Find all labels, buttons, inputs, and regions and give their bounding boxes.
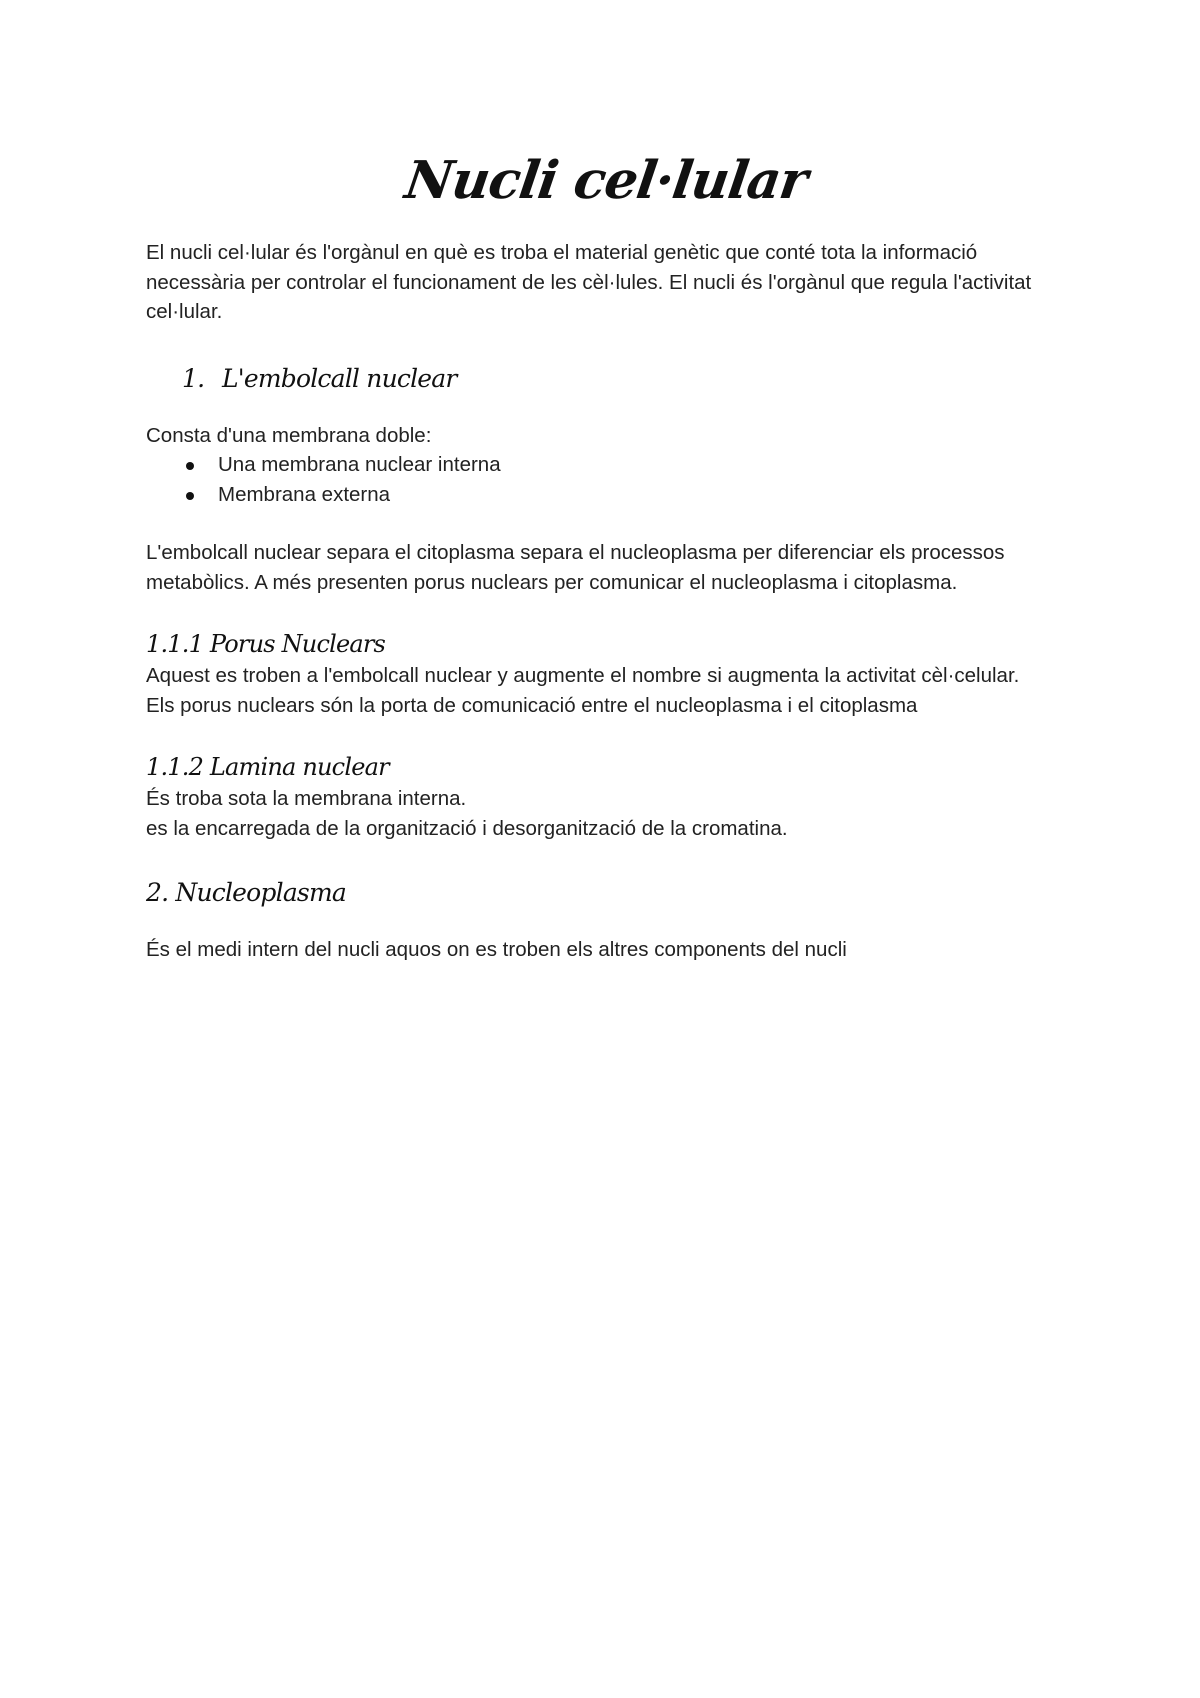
membrane-list	[146, 450, 1066, 509]
section-1-paragraph: L'embolcall nuclear separa el citoplasma separa el nucleoplasma per diferenciar els processos metabòlics. A més presenten porus nuclears per comunicar el nucleoplasma i citoplasma.	[146, 541, 1005, 594]
section-1-title: L'embolcall nuclear	[222, 363, 457, 393]
document-content	[146, 150, 1066, 965]
section-1-2-line-2: es la encarregada de la organització i desorganització de la cromatina.	[146, 816, 788, 840]
section-1-1-heading: 1.1.1 Porus Nuclears	[146, 630, 386, 658]
bullet-icon	[186, 462, 194, 470]
list-item-text: Membrana externa	[218, 482, 391, 506]
section-1-1-line-2: Els porus nuclears són la porta de comunicació entre el nucleoplasma i el citoplasma	[146, 693, 918, 717]
section-1-lead: Consta d'una membrana doble:	[146, 423, 432, 447]
section-2-paragraph: És el medi intern del nucli aquos on es troben els altres components del nucli	[146, 938, 847, 961]
section-1-heading	[146, 361, 1066, 397]
document-title: Nucli cel·lular	[401, 150, 811, 211]
list-item	[186, 450, 1066, 480]
section-1-2-heading: 1.1.2 Lamina nuclear	[146, 753, 389, 781]
list-item	[186, 480, 1066, 510]
bullet-icon	[186, 492, 194, 500]
section-1-1-line-1: Aquest es troben a l'embolcall nuclear y augmente el nombre si augmenta la activitat cèl·celular.	[146, 664, 1020, 687]
list-item-text: Una membrana nuclear interna	[218, 453, 501, 476]
spacer	[146, 509, 1066, 538]
intro-paragraph: El nucli cel·lular és l'orgànul en què es troba el material genètic que conté tota la informació necessària per controlar el funcionament de les cèl·lules. El nucli és l'orgànul que regula l'activitat cel·lular.	[146, 241, 1032, 323]
section-2-heading: 2. Nucleoplasma	[146, 878, 346, 907]
section-1-2-line-1: És troba sota la membrana interna.	[146, 787, 467, 810]
section-1-number: 1.	[182, 363, 205, 393]
